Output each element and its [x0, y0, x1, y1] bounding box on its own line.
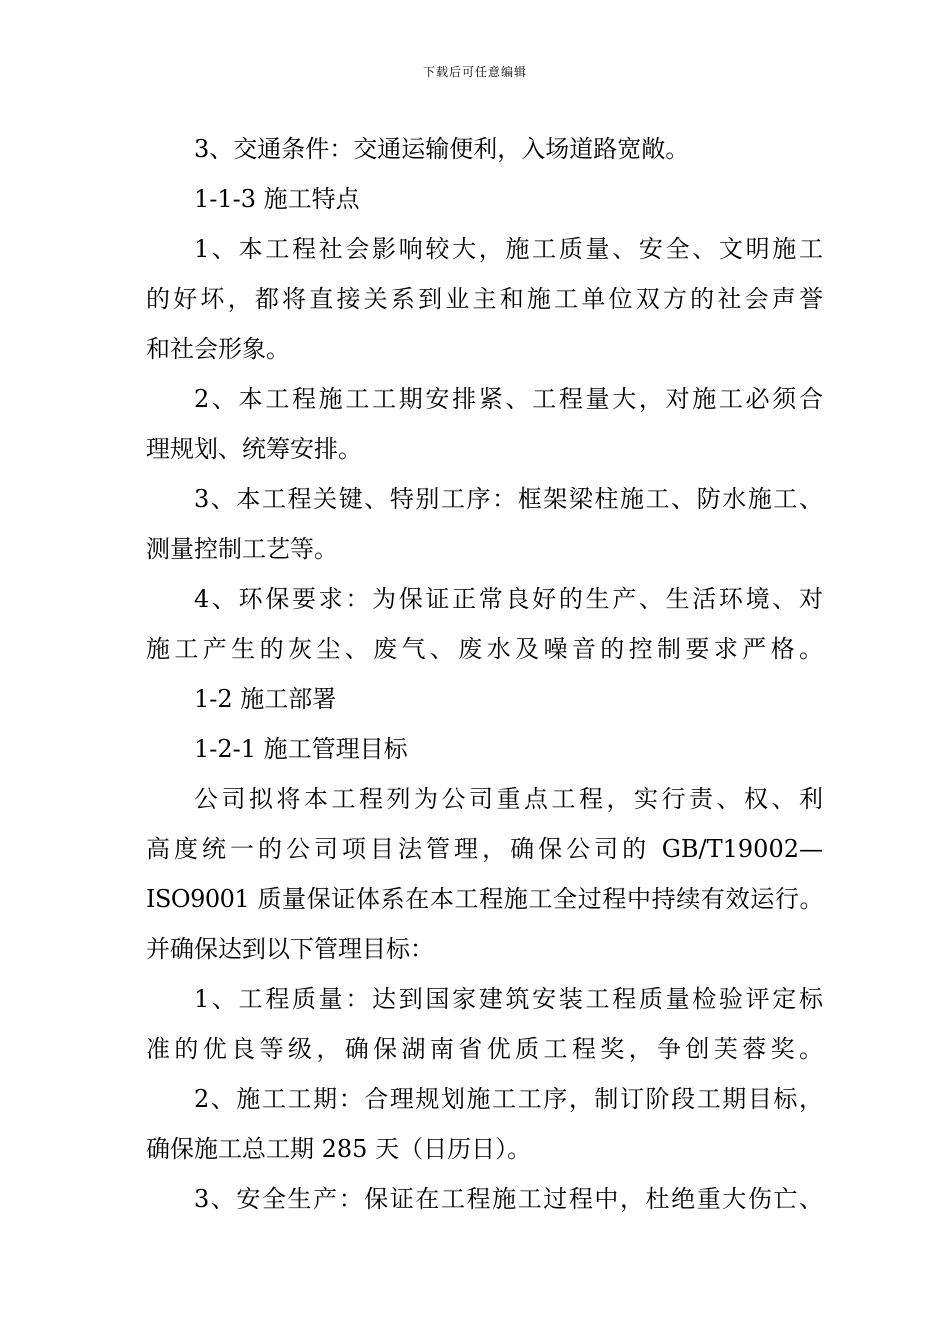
section-heading: 1-2 施工部署	[194, 685, 337, 713]
section-heading: 1-2-1 施工管理目标	[194, 735, 408, 763]
paragraph-line: 并确保达到以下管理目标：	[146, 935, 434, 963]
page-header-note: 下载后可任意编辑	[422, 65, 527, 79]
section-heading: 1-1-3 施工特点	[194, 185, 360, 213]
paragraph-line: 准的优良等级，确保湖南省优质工程奖，争创芙蓉奖。	[146, 1035, 823, 1063]
paragraph-line: 3、交通条件：交通运输便利，入场道路宽敞。	[194, 135, 690, 163]
paragraph-line: 1、本工程社会影响较大，施工质量、安全、文明施工	[194, 235, 823, 263]
paragraph-line: 3、安全生产：保证在工程施工过程中，杜绝重大伤亡、	[194, 1185, 823, 1213]
paragraph-line: 3、本工程关键、特别工序：框架梁柱施工、防水施工、	[194, 485, 823, 513]
paragraph-line: 公司拟将本工程列为公司重点工程，实行责、权、利	[194, 785, 823, 813]
paragraph-line: 和社会形象。	[146, 335, 290, 363]
paragraph-line: 的好坏，都将直接关系到业主和施工单位双方的社会声誉	[146, 285, 823, 313]
paragraph-line: ISO9001 质量保证体系在本工程施工全过程中持续有效运行。	[146, 885, 823, 913]
paragraph-line: 施工产生的灰尘、废气、废水及噪音的控制要求严格。	[146, 635, 823, 663]
paragraph-line: 理规划、统筹安排。	[146, 435, 362, 463]
paragraph-line: 2、本工程施工工期安排紧、工程量大，对施工必须合	[194, 385, 823, 413]
paragraph-line: 确保施工总工期 285 天（日历日）。	[146, 1135, 532, 1163]
paragraph-line: 高度统一的公司项目法管理，确保公司的 GB/T19002—	[146, 835, 823, 863]
paragraph-line: 4、环保要求：为保证正常良好的生产、生活环境、对	[194, 585, 823, 613]
paragraph-line: 2、施工工期：合理规划施工工序，制订阶段工期目标，	[194, 1085, 823, 1113]
paragraph-line: 测量控制工艺等。	[146, 535, 338, 563]
paragraph-line: 1、工程质量：达到国家建筑安装工程质量检验评定标	[194, 985, 823, 1013]
